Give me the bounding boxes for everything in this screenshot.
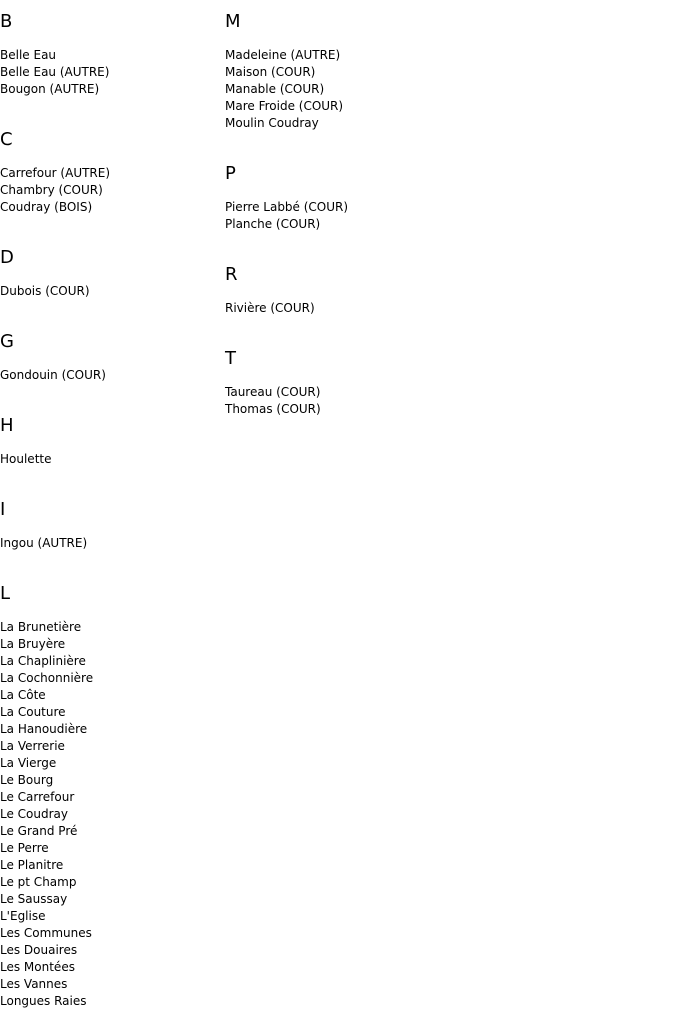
- list-item: [0, 451, 110, 468]
- place-link[interactable]: La Vierge: [0, 756, 57, 770]
- place-link[interactable]: Le Bourg: [0, 773, 54, 787]
- list-item: [0, 721, 110, 738]
- index-column-right: [225, 0, 348, 418]
- place-list: [0, 451, 110, 468]
- section-letter-heading: G: [0, 331, 14, 352]
- letter-section: [0, 572, 110, 1010]
- place-link[interactable]: Les Douaires: [0, 943, 78, 957]
- place-link[interactable]: Mare Froide (COUR): [225, 99, 344, 113]
- place-link[interactable]: L'Eglise: [0, 909, 46, 923]
- list-item: [0, 891, 110, 908]
- letter-section: [225, 0, 348, 152]
- list-item: [0, 283, 110, 300]
- letter-section: [0, 0, 110, 118]
- place-list: [0, 47, 110, 98]
- list-item: [0, 772, 110, 789]
- list-item: [0, 687, 110, 704]
- list-item: [225, 216, 348, 233]
- letter-section: [0, 118, 110, 236]
- list-item: [0, 993, 110, 1010]
- list-item: [0, 182, 110, 199]
- place-list: [0, 619, 110, 1010]
- list-item: [0, 535, 110, 552]
- place-link[interactable]: La Verrerie: [0, 739, 65, 753]
- place-link[interactable]: Le pt Champ: [0, 875, 77, 889]
- place-list: [0, 535, 110, 552]
- place-list: [0, 165, 110, 216]
- list-item: [0, 704, 110, 721]
- letter-section: [0, 488, 110, 572]
- letter-section: [225, 152, 348, 253]
- place-link[interactable]: Le Carrefour: [0, 790, 75, 804]
- place-link[interactable]: Houlette: [0, 452, 52, 466]
- list-item: [0, 806, 110, 823]
- place-link[interactable]: La Cochonnière: [0, 671, 94, 685]
- place-link[interactable]: Chambry (COUR): [0, 183, 103, 197]
- place-link[interactable]: Thomas (COUR): [225, 402, 321, 416]
- place-list: [0, 283, 110, 300]
- place-link[interactable]: Le Coudray: [0, 807, 69, 821]
- list-item: [0, 857, 110, 874]
- place-link[interactable]: La Hanoudière: [0, 722, 88, 736]
- place-link[interactable]: La Bruyère: [0, 637, 66, 651]
- place-link[interactable]: Coudray (BOIS): [0, 200, 93, 214]
- section-letter-heading: T: [225, 348, 236, 369]
- list-item: [0, 653, 110, 670]
- place-link[interactable]: Le Perre: [0, 841, 49, 855]
- place-link[interactable]: Rivière (COUR): [225, 301, 315, 315]
- place-link[interactable]: Pierre Labbé (COUR): [225, 200, 349, 214]
- list-item: [0, 199, 110, 216]
- place-link[interactable]: Taureau (COUR): [225, 385, 321, 399]
- place-link[interactable]: Le Grand Pré: [0, 824, 78, 838]
- list-item: [0, 47, 110, 64]
- list-item: [0, 874, 110, 891]
- list-item: [225, 300, 348, 317]
- place-link[interactable]: Les Vannes: [0, 977, 68, 991]
- place-list: [0, 367, 110, 384]
- place-link[interactable]: La Couture: [0, 705, 66, 719]
- list-item: [0, 959, 110, 976]
- list-item: [0, 670, 110, 687]
- list-item: [0, 823, 110, 840]
- letter-section: [0, 320, 110, 404]
- list-item: [0, 789, 110, 806]
- section-letter-heading: I: [0, 499, 6, 520]
- section-letter-heading: H: [0, 415, 14, 436]
- letter-section: [225, 337, 348, 418]
- list-item: [225, 115, 348, 132]
- place-link[interactable]: Ingou (AUTRE): [0, 536, 88, 550]
- place-link[interactable]: Planche (COUR): [225, 217, 321, 231]
- list-item: [0, 942, 110, 959]
- place-link[interactable]: Les Communes: [0, 926, 92, 940]
- list-item: [225, 199, 348, 216]
- list-item: [0, 81, 110, 98]
- list-item: [0, 840, 110, 857]
- place-link[interactable]: Longues Raies: [0, 994, 87, 1008]
- list-item: [225, 64, 348, 81]
- place-link[interactable]: Gondouin (COUR): [0, 368, 106, 382]
- place-link[interactable]: Carrefour (AUTRE): [0, 166, 111, 180]
- section-letter-heading: M: [225, 11, 241, 32]
- index-column-left: [0, 0, 110, 1010]
- section-letter-heading: B: [0, 11, 13, 32]
- place-link[interactable]: Le Planitre: [0, 858, 64, 872]
- section-letter-heading: D: [0, 247, 14, 268]
- place-link[interactable]: Bougon (AUTRE): [0, 82, 100, 96]
- letter-section: [225, 253, 348, 337]
- place-list: [225, 384, 348, 418]
- place-link[interactable]: Le Saussay: [0, 892, 68, 906]
- place-link[interactable]: La Brunetière: [0, 620, 82, 634]
- list-item: [0, 755, 110, 772]
- list-item: [225, 384, 348, 401]
- place-link[interactable]: Dubois (COUR): [0, 284, 90, 298]
- place-link[interactable]: Manable (COUR): [225, 82, 325, 96]
- list-item: [0, 165, 110, 182]
- list-item: [0, 925, 110, 942]
- list-item: [225, 401, 348, 418]
- section-letter-heading: R: [225, 264, 238, 285]
- list-item: [0, 636, 110, 653]
- letter-section: [0, 404, 110, 488]
- place-link[interactable]: Les Montées: [0, 960, 75, 974]
- list-item: [0, 619, 110, 636]
- list-item: [225, 47, 348, 64]
- list-item: [0, 976, 110, 993]
- place-list: [225, 300, 348, 317]
- place-link[interactable]: Moulin Coudray: [225, 116, 319, 130]
- place-link[interactable]: Maison (COUR): [225, 65, 316, 79]
- list-item: [0, 908, 110, 925]
- list-item: [0, 738, 110, 755]
- place-link[interactable]: La Côte: [0, 688, 46, 702]
- letter-section: [0, 236, 110, 320]
- place-link[interactable]: Belle Eau (AUTRE): [0, 65, 110, 79]
- list-item: [225, 81, 348, 98]
- section-letter-heading: P: [225, 163, 236, 184]
- place-link[interactable]: La Chaplinière: [0, 654, 86, 668]
- list-item: [0, 367, 110, 384]
- place-list: [225, 199, 348, 233]
- list-item: [225, 98, 348, 115]
- place-link[interactable]: Madeleine (AUTRE): [225, 48, 341, 62]
- list-item: [0, 64, 110, 81]
- section-letter-heading: L: [0, 583, 11, 604]
- section-letter-heading: C: [0, 129, 13, 150]
- place-link[interactable]: Belle Eau: [0, 48, 57, 62]
- place-list: [225, 47, 348, 132]
